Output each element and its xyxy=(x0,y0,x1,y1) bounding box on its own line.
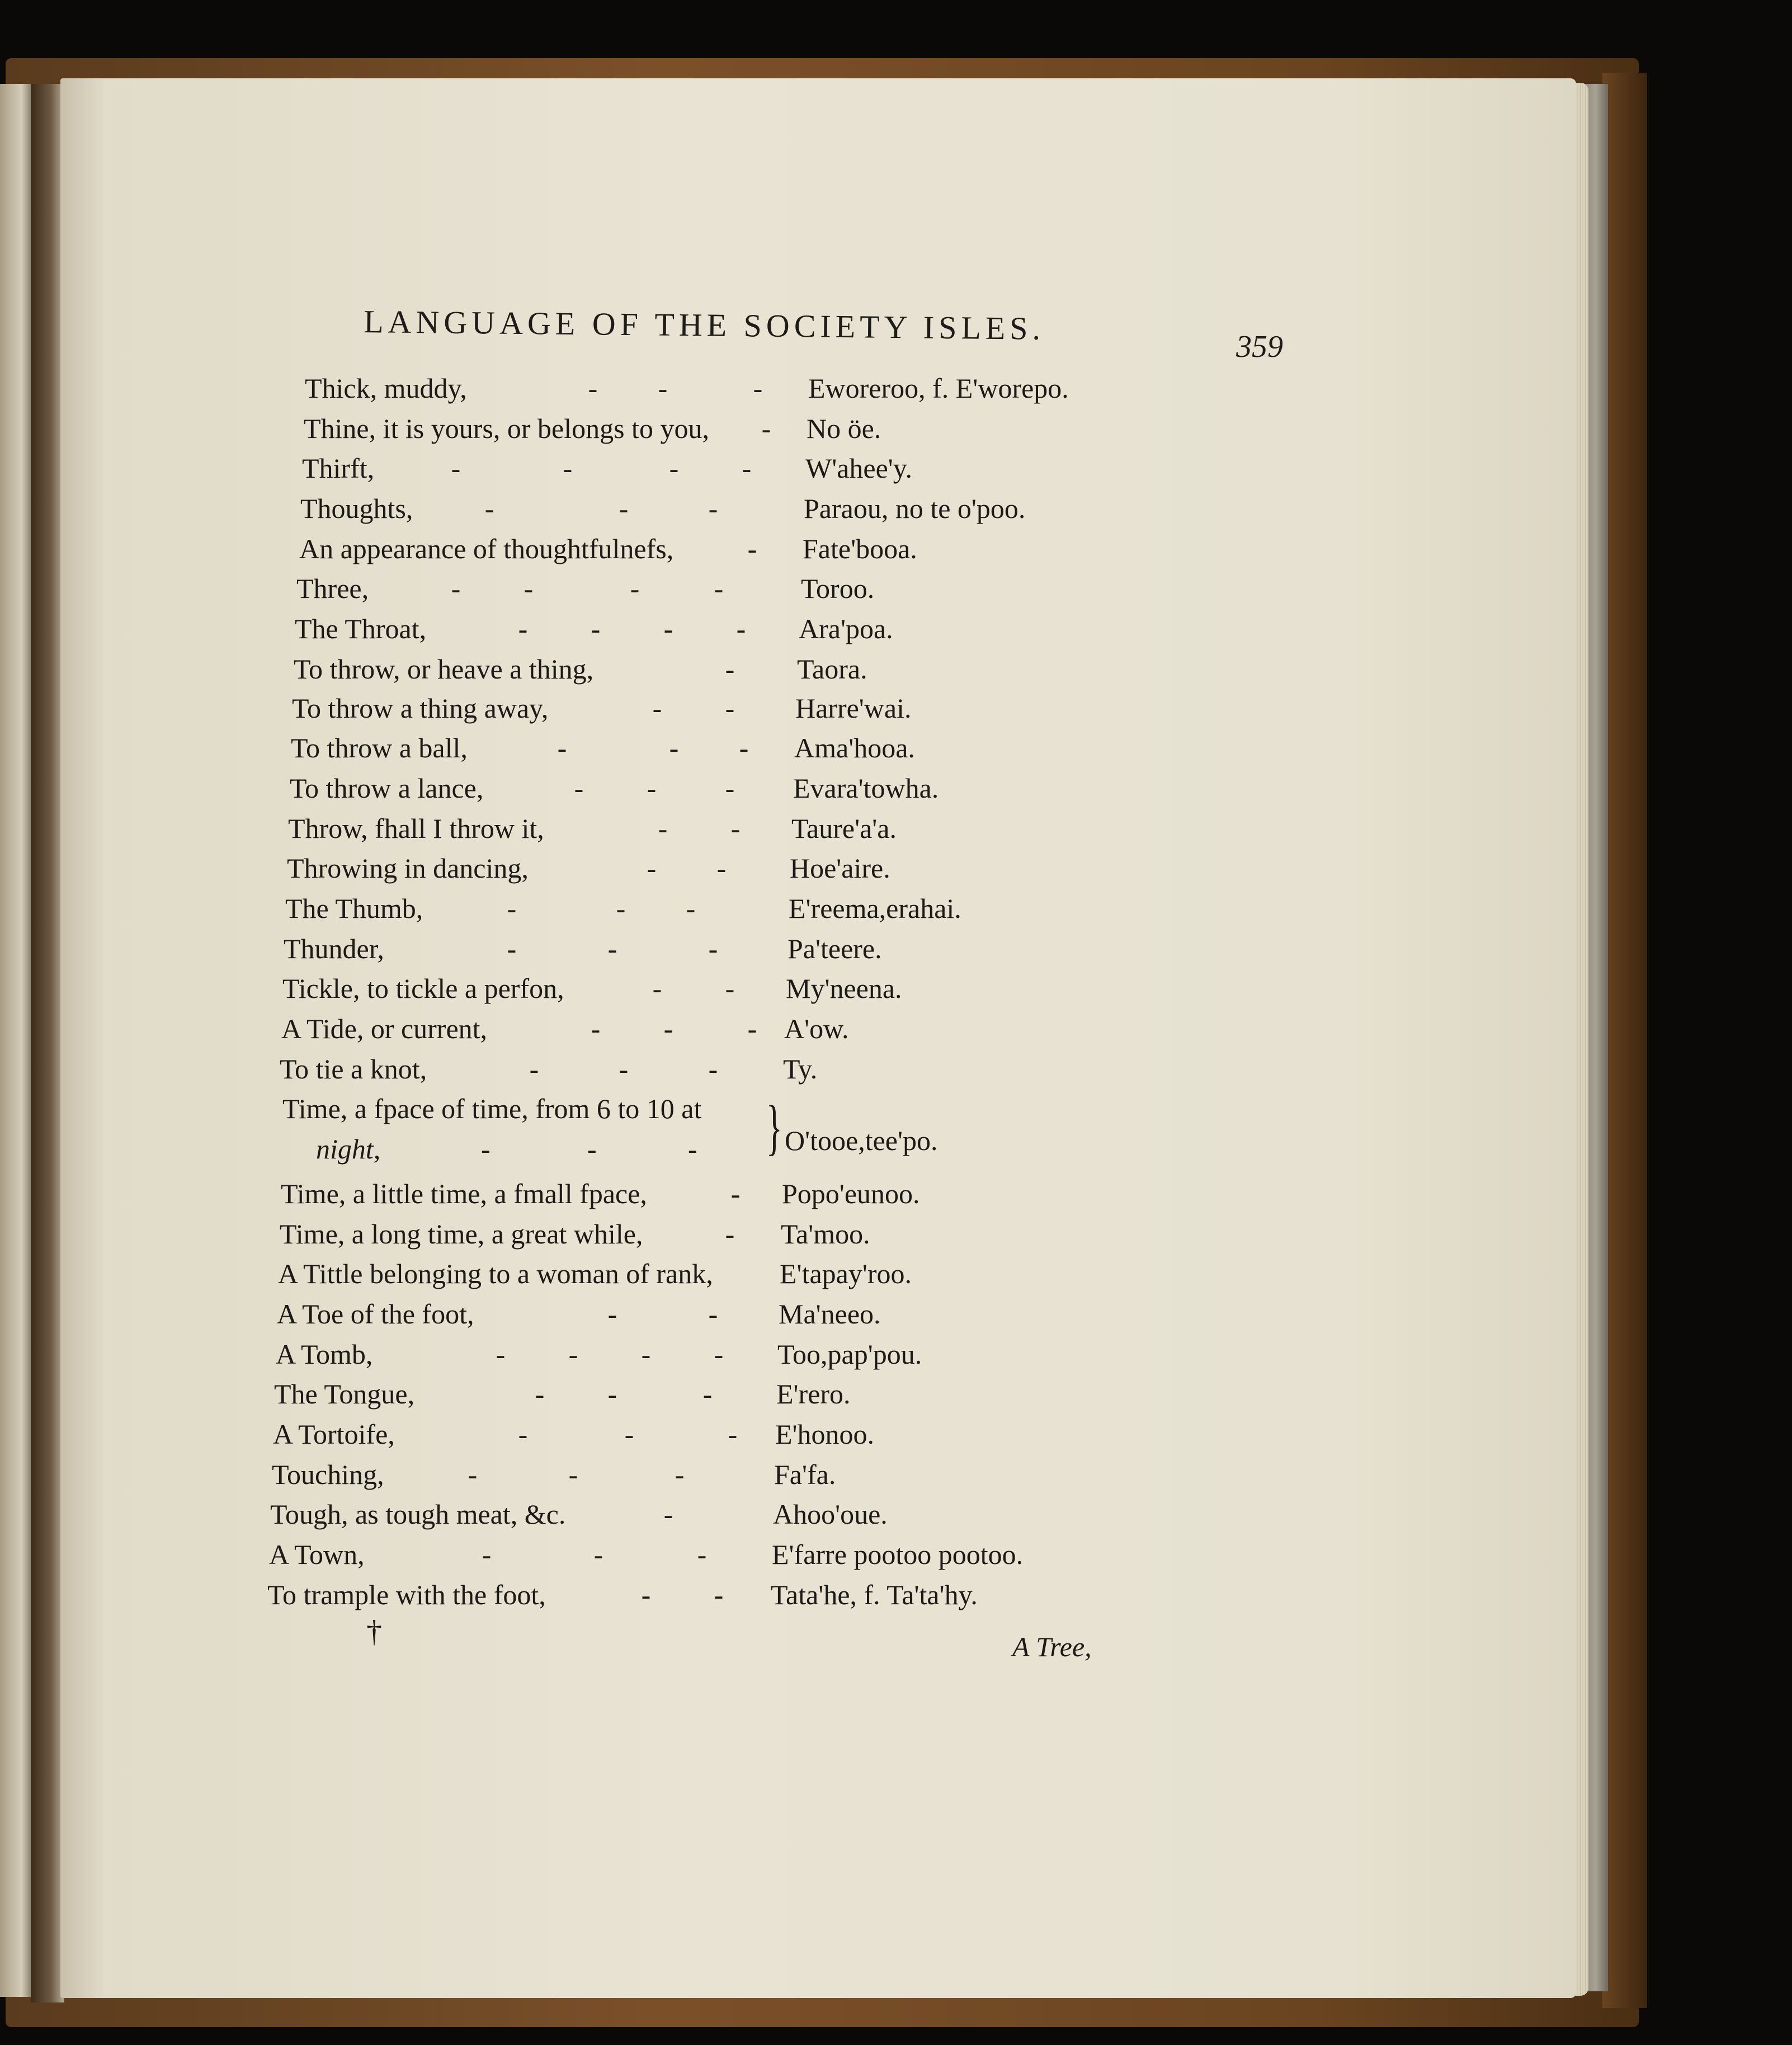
society-term: Hoe'aire. xyxy=(790,852,890,884)
leader-dash: - xyxy=(739,732,749,764)
leader-dash: - xyxy=(753,373,763,404)
entry-row xyxy=(273,1418,1112,1457)
leader-dash: - xyxy=(714,1579,724,1610)
english-term: Touching, xyxy=(272,1459,384,1490)
english-term: Thine, it is yours, or belongs to you, xyxy=(304,413,709,444)
leader-dash: - xyxy=(591,1013,601,1044)
leader-dash: - xyxy=(652,973,662,1004)
entry-row xyxy=(269,1538,1108,1577)
leader-dash: - xyxy=(624,1419,634,1450)
entry-row xyxy=(276,1338,1115,1377)
english-term: Tickle, to tickle a perfon, xyxy=(282,973,564,1004)
entry-row xyxy=(285,892,1124,931)
society-term: Evara'towha. xyxy=(793,772,939,804)
entry-row xyxy=(278,1257,1117,1297)
society-term: O'tooe,tee'po. xyxy=(785,1125,938,1156)
leader-dash: - xyxy=(728,1419,738,1450)
english-term: Time, a long time, a great while, xyxy=(280,1218,643,1250)
leader-dash: - xyxy=(708,1298,718,1330)
leader-dash: - xyxy=(669,453,679,484)
society-term: A'ow. xyxy=(784,1013,849,1044)
entry-row xyxy=(280,1218,1119,1257)
english-term: Time, a little time, a fmall fpace, xyxy=(281,1178,647,1209)
leader-dash: - xyxy=(730,1178,741,1209)
english-term: Time, a fpace of time, from 6 to 10 at xyxy=(282,1093,702,1124)
society-term: No öe. xyxy=(807,413,881,444)
english-term: To tie a knot, xyxy=(280,1053,427,1085)
entry-row xyxy=(296,572,1135,611)
leader-dash: - xyxy=(507,933,517,964)
leader-dash: - xyxy=(736,613,746,644)
leader-dash: - xyxy=(616,893,626,924)
society-term: Toroo. xyxy=(801,573,875,604)
english-term: Thirft, xyxy=(302,453,375,484)
leader-dash: - xyxy=(725,973,735,1004)
leader-dash: - xyxy=(761,413,771,444)
leader-dash: - xyxy=(451,453,461,484)
english-term: Throwing in dancing, xyxy=(287,852,529,884)
leader-dash: - xyxy=(725,772,735,804)
leader-dash: - xyxy=(468,1459,478,1490)
leader-dash: - xyxy=(496,1339,506,1370)
entry-row xyxy=(302,452,1141,491)
leader-dash: - xyxy=(658,813,668,844)
society-term: E'rero. xyxy=(776,1378,851,1410)
english-term: A Town, xyxy=(269,1539,365,1570)
society-term: Fa'fa. xyxy=(774,1459,836,1490)
leader-dash: - xyxy=(587,1133,597,1165)
entry-row xyxy=(274,1378,1113,1417)
society-term: Harre'wai. xyxy=(795,692,912,724)
leader-dash: - xyxy=(529,1053,539,1085)
catchword: A Tree, xyxy=(1012,1631,1092,1662)
english-term: To throw a ball, xyxy=(291,732,468,764)
leader-dash: - xyxy=(563,453,573,484)
english-term: A Tomb, xyxy=(276,1339,373,1370)
society-term: E'tapay'roo. xyxy=(780,1258,912,1289)
leader-dash: - xyxy=(607,1378,617,1410)
english-term: To throw, or heave a thing, xyxy=(294,653,594,685)
entry-row xyxy=(294,653,1133,692)
leader-dash: - xyxy=(716,852,727,884)
leader-dash: - xyxy=(607,933,617,964)
leader-dash: - xyxy=(663,1013,673,1044)
entry-row xyxy=(288,812,1127,851)
english-term: Three, xyxy=(296,573,369,604)
english-term: To trample with the foot, xyxy=(267,1579,546,1610)
english-term: An appearance of thoughtfulnefs, xyxy=(299,533,674,564)
english-term: Thick, muddy, xyxy=(305,373,467,404)
english-term: Thoughts, xyxy=(300,493,413,524)
entry-row xyxy=(290,772,1129,811)
leader-dash: - xyxy=(619,1053,629,1085)
leader-dash: - xyxy=(686,893,696,924)
leader-dash: - xyxy=(518,613,528,644)
english-term: A Tide, or current, xyxy=(281,1013,488,1044)
entry-row xyxy=(300,492,1139,531)
entry-row xyxy=(291,732,1130,771)
leader-dash: - xyxy=(641,1579,651,1610)
signature-mark: † xyxy=(366,1614,382,1649)
entry-row xyxy=(282,1092,1121,1132)
entry-row xyxy=(304,412,1143,451)
leader-dash: - xyxy=(574,772,584,804)
leader-dash: - xyxy=(697,1539,707,1570)
society-term: Tata'he, f. Ta'ta'hy. xyxy=(771,1579,978,1610)
leader-dash: - xyxy=(669,732,679,764)
leader-dash: - xyxy=(484,493,494,524)
leader-dash: - xyxy=(568,1459,578,1490)
running-header: LANGUAGE OF THE SOCIETY ISLES. xyxy=(363,303,1045,347)
society-term: E'honoo. xyxy=(775,1419,875,1450)
leader-dash: - xyxy=(702,1378,713,1410)
leader-dash: - xyxy=(725,653,735,685)
entry-row xyxy=(270,1498,1109,1537)
english-term: The Tongue, xyxy=(274,1378,415,1410)
english-term: A Tittle belonging to a woman of rank, xyxy=(278,1258,713,1289)
leader-dash: - xyxy=(730,813,741,844)
leader-dash: - xyxy=(591,613,601,644)
society-term: Ama'hooa. xyxy=(794,732,915,764)
entry-row xyxy=(280,1053,1119,1092)
society-term: Fate'booa. xyxy=(803,533,917,564)
entry-row xyxy=(272,1458,1111,1497)
leader-dash: - xyxy=(675,1459,685,1490)
english-term: A Toe of the foot, xyxy=(277,1298,474,1330)
english-term: Tough, as tough meat, &c. xyxy=(270,1499,566,1530)
english-term: To throw a lance, xyxy=(290,772,484,804)
leader-dash: - xyxy=(647,772,657,804)
society-term: Too,pap'pou. xyxy=(777,1339,922,1370)
society-term: Eworeroo, f. E'worepo. xyxy=(808,373,1069,404)
society-term: Paraou, no te o'poo. xyxy=(804,493,1026,524)
leader-dash: - xyxy=(588,373,598,404)
society-term: E'reema,erahai. xyxy=(789,893,961,924)
entry-row xyxy=(292,692,1131,731)
leader-dash: - xyxy=(607,1298,617,1330)
entry-row xyxy=(282,972,1121,1011)
entry-row xyxy=(295,612,1134,652)
leader-dash: - xyxy=(747,533,757,564)
leader-dash: - xyxy=(507,893,517,924)
entry-row xyxy=(281,1177,1120,1217)
entry-row xyxy=(267,1578,1106,1618)
society-term: Ty. xyxy=(783,1053,818,1085)
leader-dash: - xyxy=(725,1218,735,1250)
leader-dash: - xyxy=(524,573,534,604)
society-term: Ta'moo. xyxy=(781,1218,870,1250)
leader-dash: - xyxy=(708,1053,718,1085)
leader-dash: - xyxy=(482,1539,492,1570)
leader-dash: - xyxy=(619,493,629,524)
entry-row xyxy=(305,372,1144,411)
leader-dash: - xyxy=(663,613,673,644)
leader-dash: - xyxy=(747,1013,757,1044)
entry-row xyxy=(281,1012,1120,1052)
society-term: Ahoo'oue. xyxy=(773,1499,888,1530)
leader-dash: - xyxy=(708,933,718,964)
leader-dash: - xyxy=(641,1339,651,1370)
leader-dash: - xyxy=(708,493,718,524)
english-term: Throw, fhall I throw it, xyxy=(288,813,544,844)
leader-dash: - xyxy=(725,692,735,724)
entry-row xyxy=(299,533,1138,572)
society-term: Ara'poa. xyxy=(799,613,893,644)
society-term: Ma'neeo. xyxy=(779,1298,881,1330)
leader-dash: - xyxy=(663,1499,673,1530)
entry-row xyxy=(284,932,1123,972)
leader-dash: - xyxy=(518,1419,528,1450)
leader-dash: - xyxy=(630,573,640,604)
leader-dash: - xyxy=(714,573,724,604)
society-term: Taure'a'a. xyxy=(791,813,897,844)
english-term: The Throat, xyxy=(295,613,427,644)
leader-dash: - xyxy=(481,1133,491,1165)
society-term: W'ahee'y. xyxy=(805,453,913,484)
brace-glyph: } xyxy=(766,1093,782,1161)
leader-dash: - xyxy=(647,852,657,884)
english-term-continuation: night, xyxy=(316,1133,381,1165)
leader-dash: - xyxy=(652,692,662,724)
english-term: Thunder, xyxy=(284,933,384,964)
english-term: The Thumb, xyxy=(285,893,423,924)
english-term: To throw a thing away, xyxy=(292,692,549,724)
english-term: A Tortoife, xyxy=(273,1419,395,1450)
leader-dash: - xyxy=(688,1133,697,1165)
leader-dash: - xyxy=(714,1339,724,1370)
society-term: Taora. xyxy=(797,653,867,685)
society-term: Pa'teere. xyxy=(787,933,882,964)
society-term: Popo'eunoo. xyxy=(782,1178,920,1209)
society-term: E'farre pootoo pootoo. xyxy=(772,1539,1024,1570)
entry-row xyxy=(287,852,1126,891)
entry-row xyxy=(277,1298,1116,1337)
society-term: My'neena. xyxy=(786,973,902,1004)
leader-dash: - xyxy=(557,732,567,764)
page-number: 359 xyxy=(1236,329,1283,364)
leader-dash: - xyxy=(451,573,461,604)
leader-dash: - xyxy=(535,1378,545,1410)
leader-dash: - xyxy=(593,1539,603,1570)
leader-dash: - xyxy=(568,1339,578,1370)
leader-dash: - xyxy=(658,373,668,404)
leader-dash: - xyxy=(742,453,752,484)
